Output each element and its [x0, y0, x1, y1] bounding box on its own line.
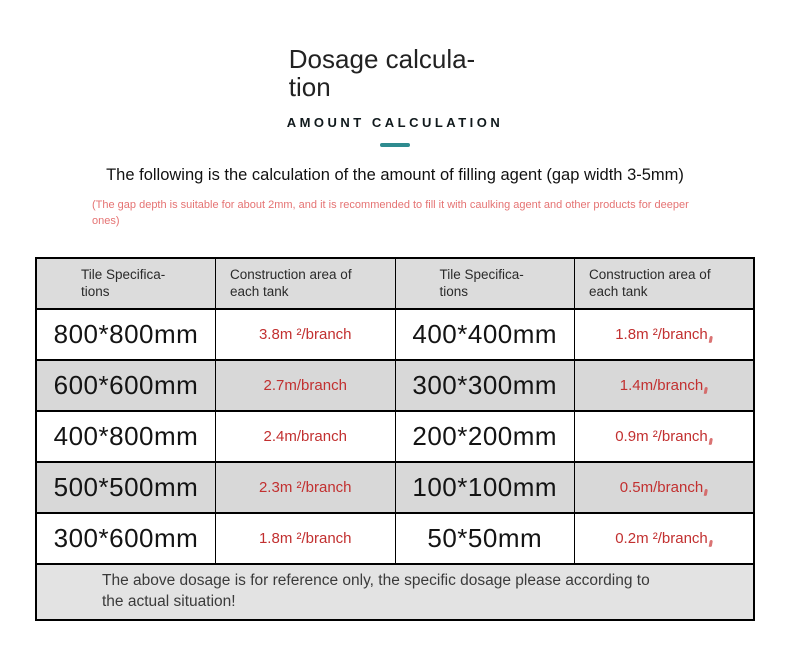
area-value: 1.8m ²/branch — [615, 325, 708, 343]
tile-spec-cell: 200*200mm — [395, 411, 575, 462]
header-line: Construction area of — [589, 266, 711, 282]
page-subtitle: AMOUNT CALCULATION — [286, 115, 504, 130]
red-artifact-mark — [708, 336, 712, 343]
tile-spec-cell: 300*600mm — [36, 513, 216, 564]
header-construction-area-1 — [216, 258, 396, 309]
header-line: each tank — [589, 284, 648, 300]
header-line: Tile Specifica- — [81, 266, 166, 282]
area-value: 1.4m/branch — [619, 376, 704, 394]
description-text: The following is the calculation of the amount of filling agent (gap width 3-5mm) — [106, 166, 684, 184]
dosage-table — [35, 257, 755, 621]
area-cell — [575, 462, 755, 513]
red-artifact-mark — [704, 489, 708, 496]
page — [0, 45, 790, 650]
table-row — [36, 309, 754, 360]
header-tile-specifications-2 — [395, 258, 575, 309]
header-tile-specifications-1 — [36, 258, 216, 309]
area-cell — [575, 360, 755, 411]
header-construction-area-2 — [575, 258, 755, 309]
area-cell — [575, 513, 755, 564]
tile-spec-cell: 300*300mm — [395, 360, 575, 411]
page-title-line2: tion — [288, 72, 331, 102]
header-line: each tank — [230, 284, 289, 300]
table-row — [36, 462, 754, 513]
table-footer-row — [36, 564, 754, 620]
footer-disclaimer: The above dosage is for reference only, the specific dosage please according to the actual situation! — [36, 564, 754, 620]
area-cell: 3.8m ²/branch — [216, 309, 396, 360]
area-value: 0.5m/branch — [619, 478, 704, 496]
note-text: (The gap depth is suitable for about 2mm, and it is recommended to fill it with caulking agent and other products for deeper ones) — [92, 199, 689, 227]
header-line: Construction area of — [230, 266, 352, 282]
header-line: tions — [439, 284, 469, 300]
tile-spec-cell: 100*100mm — [395, 462, 575, 513]
page-title — [289, 45, 475, 101]
area-cell: 2.4m/branch — [216, 411, 396, 462]
tile-spec-cell: 400*800mm — [36, 411, 216, 462]
tile-spec-cell: 500*500mm — [36, 462, 216, 513]
header-line: tions — [81, 284, 110, 300]
tile-spec-cell: 50*50mm — [395, 513, 575, 564]
area-cell: 2.7m/branch — [216, 360, 396, 411]
red-artifact-mark — [704, 387, 708, 394]
red-artifact-mark — [708, 540, 712, 547]
table-row — [36, 360, 754, 411]
area-cell — [575, 309, 755, 360]
teal-divider-line — [380, 143, 410, 147]
table-header-row — [36, 258, 754, 309]
tile-spec-cell: 800*800mm — [36, 309, 216, 360]
table-row — [36, 513, 754, 564]
area-cell — [575, 411, 755, 462]
tile-spec-cell: 400*400mm — [395, 309, 575, 360]
area-value: 0.2m ²/branch — [615, 529, 708, 547]
tile-spec-cell: 600*600mm — [36, 360, 216, 411]
page-title-line1: Dosage calcula- — [288, 44, 476, 74]
red-artifact-mark — [708, 438, 712, 445]
table-row — [36, 411, 754, 462]
area-cell: 2.3m ²/branch — [216, 462, 396, 513]
area-value: 0.9m ²/branch — [615, 427, 708, 445]
area-cell: 1.8m ²/branch — [216, 513, 396, 564]
header-line: Tile Specifica- — [439, 266, 524, 282]
